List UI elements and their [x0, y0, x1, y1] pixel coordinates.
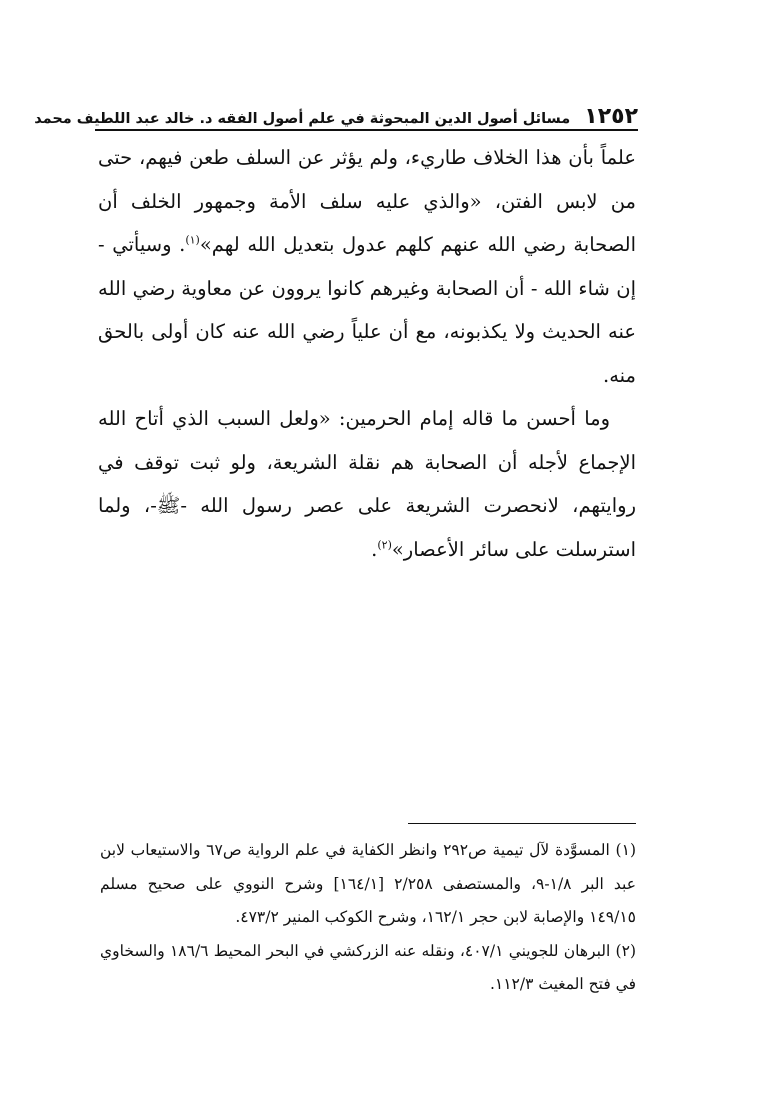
- footnote-2: (٢) البرهان للجويني ٤٠٧/١، ونقله عنه الزركشي في البحر المحيط ١٨٦/٦ والسخاوي في فتح المغيث ١١٢/٣.: [100, 941, 636, 993]
- page-number: ١٢٥٢: [584, 104, 638, 129]
- footnote-separator: [408, 823, 636, 824]
- footnote-ref-2[interactable]: (٢): [377, 538, 392, 551]
- paragraph-2-end: .: [371, 537, 378, 561]
- paragraph-1-text-b: . وسيأتي - إن شاء الله - أن الصحابة وغيرهم كانوا يروون عن معاوية رضي الله عنه الحديث ولا يكذبونه، مع أن علياً رضي الله عنه كان أولى بالحق منه.: [98, 233, 636, 387]
- footnote-ref-1[interactable]: (١): [185, 233, 200, 247]
- paragraph-2-text: وما أحسن ما قاله إمام الحرمين: «ولعل السبب الذي أتاح الله الإجماع لأجله أن الصحابة هم نقلة الشريعة، ولو ثبت توقف في روايتهم، لانحصرت الشريعة على عصر رسول الله -ﷺ-، ولما استرسلت على سائر الأعصار»: [98, 407, 636, 561]
- header-rule: [95, 129, 638, 131]
- main-text: [98, 136, 636, 571]
- footnote-1: (١) المسوَّدة لآل تيمية ص٢٩٢ وانظر الكفاية في علم الرواية ص٦٧ والاستيعاب لابن عبد البر ١/٨-٩، والمستصفى ٢/٢٥٨ [١٦٤/١] وشرح النووي على صحيح مسلم ١٤٩/١٥ والإصابة لابن حجر ١٦٢/١، وشرح الكوكب المنير ٤٧٣/٢.: [100, 841, 636, 926]
- running-header: [34, 104, 638, 129]
- paragraph-1-text-a: علماً بأن هذا الخلاف طاريء، ولم يؤثر عن السلف طعن فيهم، حتى من لابس الفتن، «والذي عليه سلف الأمة وجمهور الخلف أن الصحابة رضي الله عنهم كلهم عدول بتعديل الله لهم»: [98, 146, 636, 256]
- running-title: مسائل أصول الدين المبحوثة في علم أصول الفقه د. خالد عبد اللطيف محمد: [34, 111, 571, 127]
- paragraph-2: [98, 397, 636, 571]
- paragraph-1: [98, 136, 636, 397]
- footnotes: [100, 834, 636, 1002]
